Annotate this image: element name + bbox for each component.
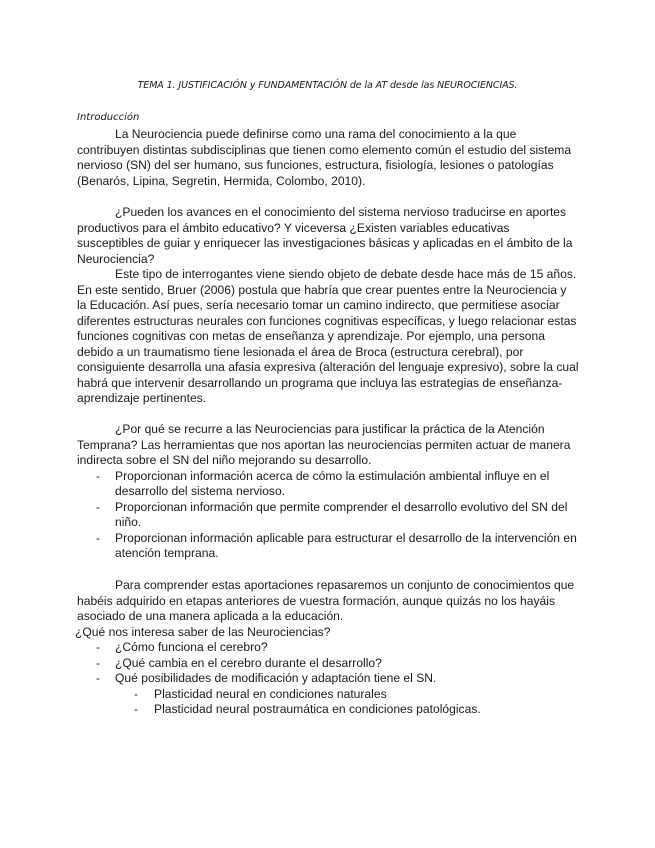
bullet-list-1	[77, 469, 579, 562]
list-item: - Plasticidad neural postraumática en condiciones patológicas.	[77, 702, 579, 718]
body-section	[77, 422, 579, 562]
bullet-list-2	[77, 640, 579, 687]
paragraph-4: ¿Por qué se recurre a las Neurociencias para justificar la práctica de la Atención Temprana? Las herramientas que nos aportan las neurociencias permiten actuar de manera indirecta sobre el SN del niño mejorando su desarrollo.	[77, 422, 571, 467]
body-section	[77, 578, 579, 718]
question-line: ¿Qué nos interesa saber de las Neurociencias?	[75, 624, 331, 639]
paragraph-2: ¿Pueden los avances en el conocimiento del sistema nervioso traducirse en aportes productivos para el ámbito educativo? Y viceversa ¿Existen variables educativas susceptibles de guiar y enriquecer las investigaciones básicas y aplicadas en el ámbito de la Neurociencia?	[77, 205, 573, 266]
paragraph-1: La Neurociencia puede definirse como una rama del conocimiento a la que contribuyen distintas subdisciplinas que tienen como elemento común el estudio del sistema nervioso (SN) del ser humano, sus funciones, estructura, fisiología, lesiones o patologías (Benarós, Lipina, Segretin, Hermida, Colombo, 2010).	[77, 127, 572, 188]
body-paragraph	[77, 205, 579, 267]
list-item: - Proporcionan información que permite comprender el desarrollo evolutivo del SN del niño.	[77, 500, 579, 531]
list-item: - Proporcionan información acerca de cómo la estimulación ambiental influye en el desarrollo del sistema nervioso.	[77, 469, 579, 500]
bullet-list-3	[77, 687, 579, 718]
body-paragraph	[77, 267, 579, 407]
list-item: - Proporcionan información aplicable para estructurar el desarrollo de la intervención en atención temprana.	[77, 531, 579, 562]
body-paragraph	[77, 127, 579, 189]
document-title: TEMA 1. JUSTIFICACIÓN y FUNDAMENTACIÓN de la AT desde las NEUROCIENCIAS.	[137, 80, 518, 91]
list-item: - ¿Qué cambia en el cerebro durante el desarrollo?	[77, 656, 579, 672]
section-heading: Introducción	[77, 112, 140, 123]
list-item: - ¿Cómo funciona el cerebro?	[77, 640, 579, 656]
list-item: - Qué posibilidades de modificación y adaptación tiene el SN.	[77, 671, 579, 687]
list-item: - Plasticidad neural en condiciones naturales	[77, 687, 579, 703]
paragraph-5: Para comprender estas aportaciones repasaremos un conjunto de conocimientos que habéis adquirido en etapas anteriores de vuestra formación, aunque quizás no los hayáis asociado de una manera aplicada a la educación.	[77, 578, 575, 623]
paragraph-3: Este tipo de interrogantes viene siendo objeto de debate desde hace más de 15 años. En este sentido, Bruer (2006) postula que habría que crear puentes entre la Neurociencia y la Educación. Así pues, sería necesario tomar un camino indirecto, que permitiese asociar diferentes estructuras neurales con funciones cognitivas específicas, y luego relacionar estas funciones cognitivas con metas de enseñanza y aprendizaje. Por ejemplo, una persona debido a un traumatismo tiene lesionada el área de Broca (estructura cerebral), por consiguiente desarrolla una afasia expresiva (alteración del lenguaje expresivo), sobre la cual habrá que intervenir desarrollando un programa que incluya las estrategias de enseñanza-aprendizaje pertinentes.	[77, 267, 579, 405]
